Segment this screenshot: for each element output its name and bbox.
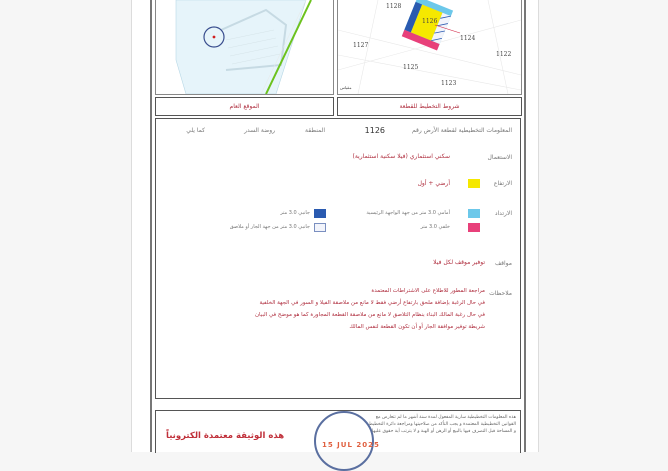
planning-info-section [155,118,521,399]
front-setback-text: أمامي 3.0 متر من جهة الواجهة الرئيسية [366,210,450,216]
document-frame [150,0,526,452]
plot-label: 1124 [460,35,476,42]
neighbor-setback-swatch [314,223,326,232]
general-location-caption: الموقع العام [155,97,334,116]
plot-label: 1127 [353,42,369,49]
plot-planning-map [337,0,522,95]
scale-label: مقياس [340,85,352,90]
as-follows-label: كما يلي [186,127,205,134]
note-item: شريطة توفير موافقة الجار أو أن تكون القطعة لنفس المالك [349,324,485,330]
official-stamp-icon [314,411,380,471]
height-label: الارتفاع [493,180,512,187]
stamp-date: 15 JUL 2025 [322,441,380,449]
footer-section [155,410,521,453]
usage-value: سكني استثماري (فيلا سكنية استثمارية) [352,153,450,160]
height-value: أرضي + أول [417,180,450,187]
note-item: في حال رغبة المالك البناء بنظام التلاصق لا مانع من ملاصقة القطعة المجاورة كما هو موضح في البيان [254,312,485,318]
electronic-approval-notice: هذه الوثيقة معتمدة الكترونياً [166,431,285,441]
front-setback-swatch [468,209,480,218]
usage-label: الاستعمال [487,154,512,161]
location-map-graphic [156,0,333,94]
plot-conditions-caption: شروط التخطيط للقطعة [337,97,522,116]
plot-label: 1123 [441,80,457,87]
area-value: روضة السدر [244,127,275,134]
note-item: مراجعة المطور للاطلاع على الاشتراطات المعتمدة [371,288,485,294]
plot-label-subject: 1126 [422,18,438,25]
plot-label: 1122 [496,51,512,58]
document-page [131,0,539,452]
parking-label: مواقف [494,260,512,267]
area-label: المنطقة [305,127,325,134]
note-item: في حال الرغبة بإضافة ملحق بارتفاع أرضي فقط لا مانع من ملاصقة الفيلا و السور في الجهة الخلفية [259,300,485,306]
rear-setback-text: خلفي 3.0 متر [420,224,450,230]
plot-label: 1128 [386,3,402,10]
general-location-map [155,0,334,95]
side-setback-swatch [314,209,326,218]
rear-setback-swatch [468,223,480,232]
plot-number: 1126 [364,126,385,135]
setback-label: الارتداد [494,210,512,217]
height-color-swatch [468,179,480,188]
notes-label: ملاحظات [489,290,512,297]
disclaimer-text: هذه المعلومات التخطيطية سارية المفعول لمدة سنة أشهر ما لم تتعارض مع القوانين التخطيطية المعتمدة و يجب التأكد من صلاحيتها ومراجعة دائرة التخطيط و المساحة قبل التصرف فيها بالبيع أو الرهن أو الهبة و لا يترتب أية حقوق عليها [368,415,516,434]
info-title: المعلومات التخطيطية لقطعة الأرض رقم [411,127,512,134]
neighbor-setback-text: جانبي 3.0 متر من جهة الجار أو ملاصق [229,224,310,230]
plot-label: 1125 [403,64,419,71]
parking-value: توفير موقف لكل فيلا [433,259,485,266]
side-setback-text: جانبي 3.0 متر [280,210,310,216]
